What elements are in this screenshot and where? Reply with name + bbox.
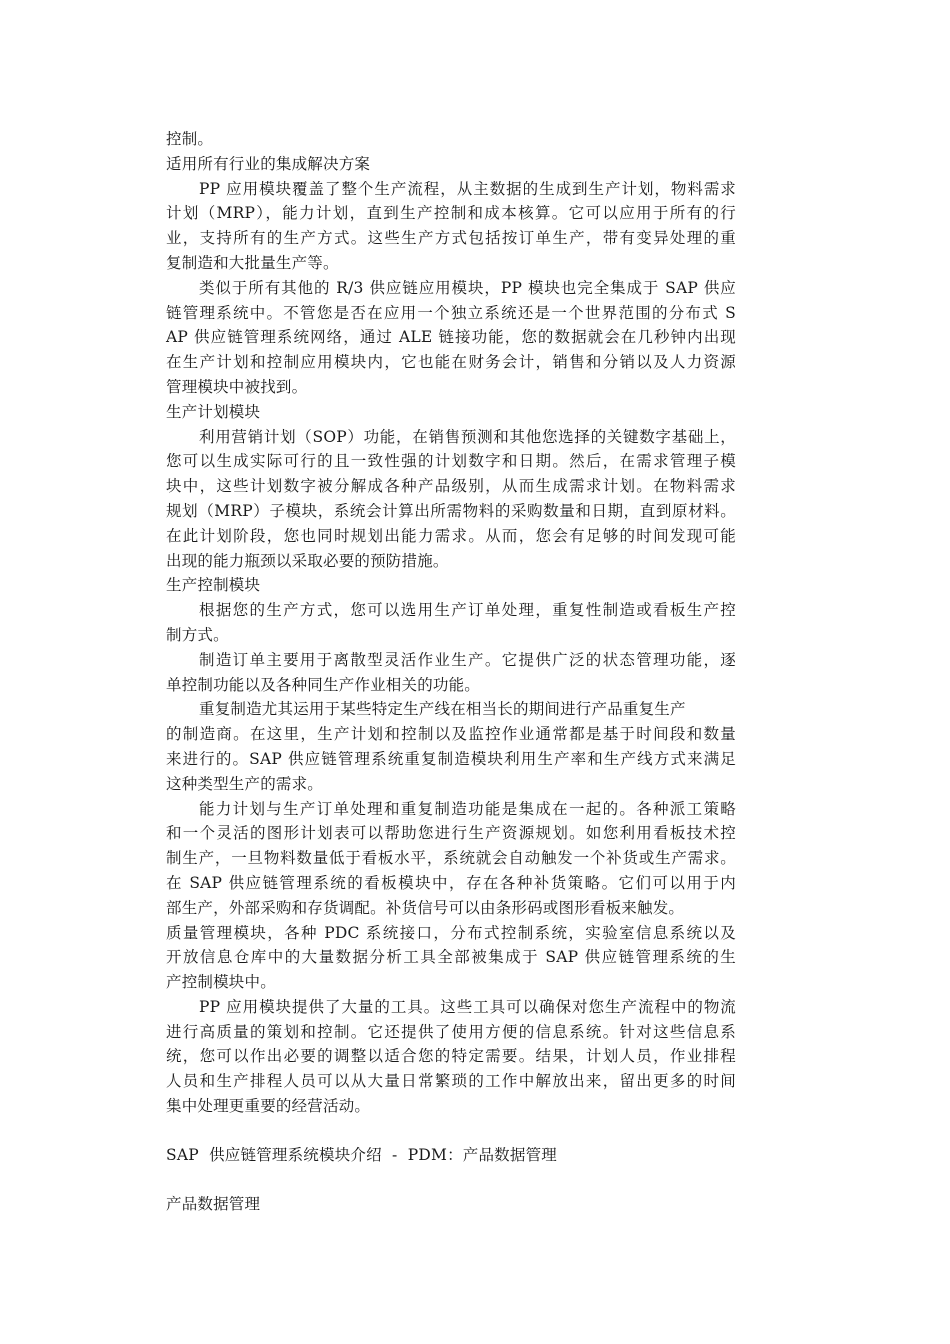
section-title: SAP 供应链管理系统模块介绍 - PDM：产品数据管理: [166, 1145, 557, 1164]
text-line: 制方式。: [166, 625, 229, 644]
text-line: PP 应用模块提供了大量的工具。这些工具可以确保对您生产流程中的物流: [199, 997, 736, 1016]
spacer: [166, 1119, 736, 1143]
spacer: [166, 1168, 736, 1192]
text-line: 您可以生成实际可行的且一致性强的计划数字和日期。然后，在需求管理子模: [166, 452, 736, 471]
text-line: 规划（MRP）子模块，系统会计算出所需物料的采购数量和日期，直到原材料。: [166, 501, 736, 520]
document-body: [166, 127, 736, 1216]
text-line: 业，支持所有的生产方式。这些生产方式包括按订单生产，带有变异处理的重: [166, 229, 736, 248]
text-line: 块中，这些计划数字被分解成各种产品级别，从而生成需求计划。在物料需求: [166, 477, 736, 496]
text-line: 利用营销计划（SOP）功能，在销售预测和其他您选择的关键数字基础上，: [199, 427, 736, 446]
text-line: 来进行的。SAP 供应链管理系统重复制造模块利用生产率和生产线方式来满足: [166, 749, 736, 768]
text-line: 进行高质量的策划和控制。它还提供了使用方便的信息系统。针对这些信息系: [166, 1022, 736, 1041]
text-line: PP 应用模块覆盖了整个生产流程，从主数据的生成到生产计划，物料需求: [199, 179, 736, 198]
text-line: 的制造商。在这里，生产计划和控制以及监控作业通常都是基于时间段和数量: [166, 725, 736, 744]
text-line: 质量管理模块，各种 PDC 系统接口，分布式控制系统，实验室信息系统以及: [166, 923, 736, 942]
text-line: 在 SAP 供应链管理系统的看板模块中，存在各种补货策略。它们可以用于内: [166, 873, 736, 892]
text-line: 单控制功能以及各种同生产作业相关的功能。: [166, 675, 481, 694]
subsection-title: 产品数据管理: [166, 1194, 261, 1213]
text-line: 集中处理更重要的经营活动。: [166, 1097, 371, 1116]
text-line: 在此计划阶段，您也同时规划出能力需求。从而，您会有足够的时间发现可能: [166, 526, 736, 545]
text-line: 出现的能力瓶颈以采取必要的预防措施。: [166, 551, 449, 570]
text-line: 和一个灵活的图形计划表可以帮助您进行生产资源规划。如您利用看板技术控: [166, 824, 736, 843]
text-line: 适用所有行业的集成解决方案: [166, 154, 371, 173]
text-line: 生产控制模块: [166, 576, 261, 595]
text-line: 制造订单主要用于离散型灵活作业生产。它提供广泛的状态管理功能，逐: [199, 650, 736, 669]
text-line: 计划（MRP），能力计划，直到生产控制和成本核算。它可以应用于所有的行: [166, 204, 736, 223]
text-line: 生产计划模块: [166, 402, 261, 421]
text-line: 链管理系统中。不管您是否在应用一个独立系统还是一个世界范围的分布式 S: [166, 303, 736, 322]
text-line: 在生产计划和控制应用模块内，它也能在财务会计，销售和分销以及人力资源: [166, 353, 736, 372]
text-line: 根据您的生产方式，您可以选用生产订单处理，重复性制造或看板生产控: [199, 601, 736, 620]
text-line: 能力计划与生产订单处理和重复制造功能是集成在一起的。各种派工策略: [199, 799, 736, 818]
text-line: 类似于所有其他的 R/3 供应链应用模块，PP 模块也完全集成于 SAP 供应: [199, 278, 736, 297]
text-line: 制生产，一旦物料数量低于看板水平，系统就会自动触发一个补货或生产需求。: [166, 849, 736, 868]
text-line: 统，您可以作出必要的调整以适合您的特定需要。结果，计划人员，作业排程: [166, 1047, 736, 1066]
text-line: 复制造和大批量生产等。: [166, 253, 339, 272]
text-line: 这种类型生产的需求。: [166, 774, 324, 793]
text-line: 开放信息仓库中的大量数据分析工具全部被集成于 SAP 供应链管理系统的生: [166, 948, 736, 967]
text-line: 产控制模块中。: [166, 973, 276, 992]
text-line: 部生产，外部采购和存货调配。补货信号可以由条形码或图形看板来触发。: [166, 898, 685, 917]
text-line: AP 供应链管理系统网络，通过 ALE 链接功能，您的数据就会在几秒钟内出现: [166, 328, 736, 347]
text-line: 重复制造尤其运用于某些特定生产线在相当长的期间进行产品重复生产: [199, 700, 686, 719]
text-line: 人员和生产排程人员可以从大量日常繁琐的工作中解放出来，留出更多的时间: [166, 1072, 736, 1091]
text-line: 控制。: [166, 130, 214, 148]
text-line: 管理模块中被找到。: [166, 377, 308, 396]
